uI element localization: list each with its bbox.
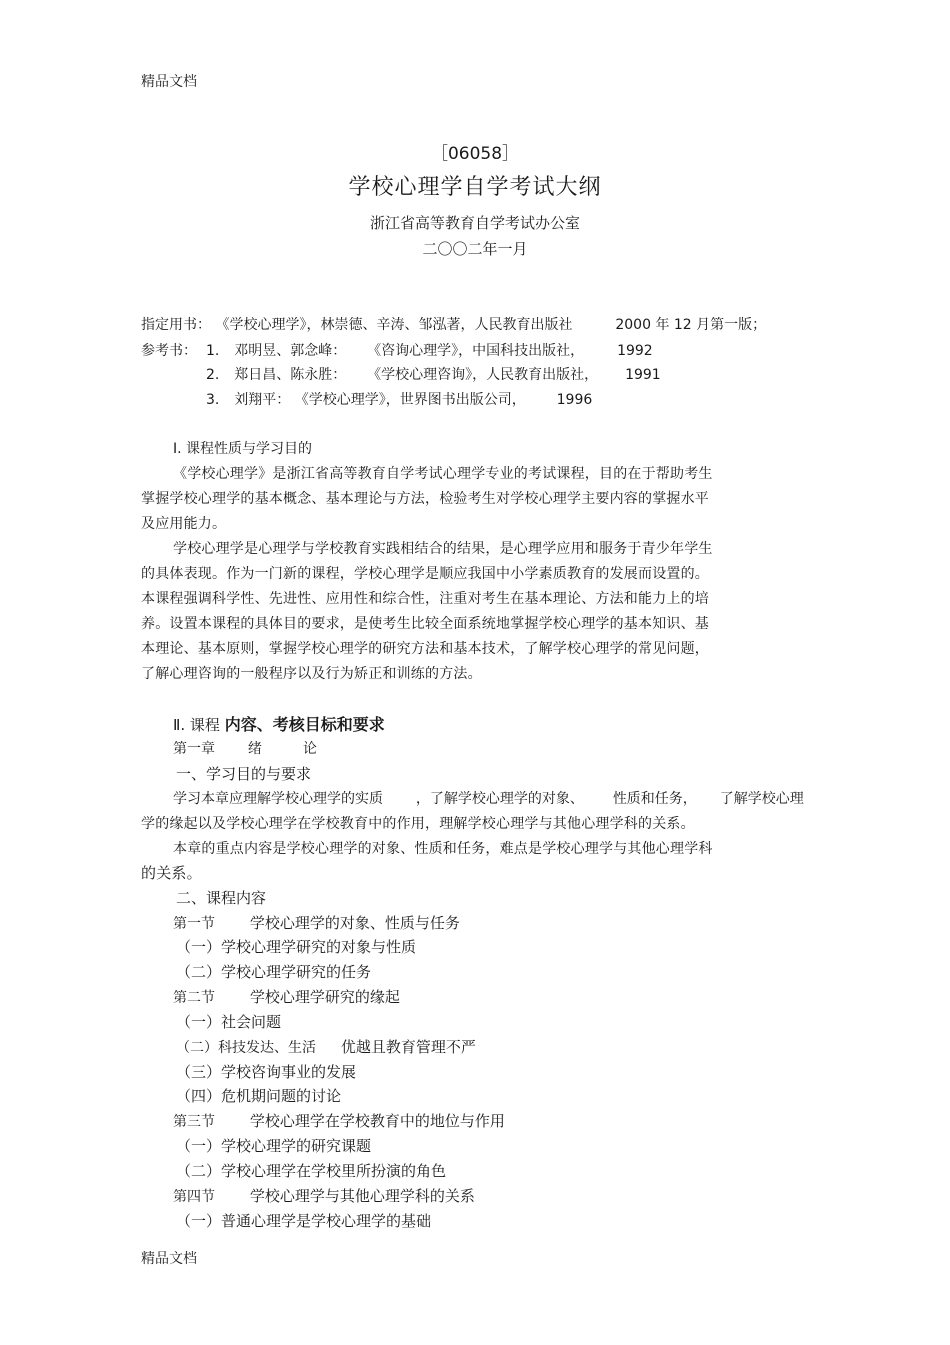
- content-item: （四）危机期问题的讨论: [176, 1087, 342, 1105]
- chapter-label: 第一章: [173, 741, 215, 757]
- content-item: （一）社会问题: [176, 1013, 282, 1031]
- content-item-part: （二）科技发达、生活: [176, 1040, 316, 1056]
- course-code: ［06058］: [430, 144, 520, 164]
- content-item: （一）普通心理学是学校心理学的基础: [176, 1212, 432, 1230]
- goal-line: 学的缘起以及学校心理学在学校教育中的作用，理解学校心理学与其他心理学科的关系。: [141, 816, 695, 832]
- section-title: [173, 912, 460, 933]
- section2-heading-prefix: Ⅱ. 课程: [173, 716, 220, 734]
- page-header: 精品文档: [141, 74, 197, 90]
- ref-num: 1.: [206, 343, 220, 359]
- goal-line: 的关系。: [141, 864, 202, 882]
- section-name: 学校心理学的对象、性质与任务: [249, 914, 460, 932]
- content-item-part: 优越且教育管理不严: [340, 1038, 476, 1056]
- section1-line: 养。设置本课程的具体目的要求，是使考生比较全面系统地掌握学校心理学的基本知识、基: [141, 616, 709, 632]
- goal-text: ，了解学校心理学的对象、: [415, 791, 584, 807]
- ref-year: 1996: [556, 392, 593, 408]
- ref-authors: 邓明昱、郭念峰：: [234, 343, 347, 359]
- chapter-word: 绪: [247, 741, 262, 757]
- designated-book: 《学校心理学》，林崇德、辛涛、邹泓著，人民教育出版社: [215, 317, 573, 333]
- section-label: 第一节: [173, 916, 215, 932]
- issuer: 浙江省高等教育自学考试办公室: [369, 214, 580, 232]
- section1-line: 及应用能力。: [141, 516, 227, 532]
- content-item: （二）学校心理学研究的任务: [176, 963, 372, 981]
- goal-line: 本章的重点内容是学校心理学的对象、性质和任务，难点是学校心理学与其他心理学科: [173, 841, 713, 857]
- goal-text: 性质和任务，: [612, 791, 697, 807]
- goal-text: 了解学校心理: [719, 791, 804, 807]
- section-label: 第四节: [173, 1189, 215, 1205]
- section-title: [173, 1185, 475, 1206]
- section2-heading-rest: 内容、考核目标和要求: [224, 715, 385, 734]
- chapter-word: 论: [302, 741, 317, 757]
- goal-heading: 一、学习目的与要求: [176, 765, 312, 783]
- reference-item: [206, 340, 653, 360]
- content-item: （一）学校心理学研究的对象与性质: [176, 938, 417, 956]
- section-name: 学校心理学在学校教育中的地位与作用: [249, 1112, 505, 1130]
- designated-edition: 2000 年 12 月第一版；: [615, 317, 767, 333]
- designated-book-line: [141, 314, 766, 334]
- reference-item: [206, 364, 661, 384]
- ref-authors: 刘翔平：: [234, 392, 291, 408]
- content-item: （一）学校心理学的研究课题: [176, 1137, 372, 1155]
- goal-line: [173, 788, 804, 808]
- ref-title: 《学校心理咨询》，人民教育出版社，: [367, 367, 599, 383]
- reference-item: [206, 389, 592, 409]
- ref-authors: 郑日昌、陈永胜：: [234, 367, 347, 383]
- page-footer: 精品文档: [141, 1251, 197, 1267]
- ref-year: 1992: [617, 343, 653, 359]
- section-label: 第二节: [173, 990, 215, 1006]
- goal-text: 学习本章应理解学校心理学的实质: [173, 791, 383, 807]
- section2-heading: [173, 712, 385, 735]
- section-label: 第三节: [173, 1114, 215, 1130]
- document-title: 学校心理学自学考试大纲: [348, 175, 602, 200]
- section1-line: 了解心理咨询的一般程序以及行为矫正和训练的方法。: [141, 666, 482, 682]
- ref-title: 《咨询心理学》，中国科技出版社，: [367, 343, 585, 359]
- section1-line: 的具体表现。作为一门新的课程，学校心理学是顺应我国中小学素质教育的发展而设置的。: [141, 566, 709, 582]
- section-title: [173, 986, 400, 1007]
- section-name: 学校心理学与其他心理学科的关系: [249, 1187, 475, 1205]
- ref-title: 《学校心理学》，世界图书出版公司，: [294, 392, 526, 408]
- content-heading: 二、课程内容: [176, 889, 267, 907]
- section1-line: 本理论、基本原则，掌握学校心理学的研究方法和基本技术，了解学校心理学的常见问题，: [141, 641, 709, 657]
- content-item: [176, 1036, 476, 1057]
- section-title: [173, 1110, 505, 1131]
- section1-line: 学校心理学是心理学与学校教育实践相结合的结果，是心理学应用和服务于青少年学生: [173, 541, 713, 557]
- ref-year: 1991: [625, 367, 661, 383]
- chapter-title: [173, 738, 317, 758]
- content-item: （三）学校咨询事业的发展: [176, 1063, 357, 1081]
- content-item: （二）学校心理学在学校里所扮演的角色: [176, 1162, 447, 1180]
- reference-label: 参考书：: [141, 343, 197, 359]
- issue-date: 二〇〇二年一月: [422, 240, 528, 258]
- section1-heading: Ⅰ. 课程性质与学习目的: [173, 441, 313, 457]
- section1-line: 掌握学校心理学的基本概念、基本理论与方法，检验考生对学校心理学主要内容的掌握水平: [141, 491, 709, 507]
- section1-line: 《学校心理学》是浙江省高等教育自学考试心理学专业的考试课程，目的在于帮助考生: [173, 466, 713, 482]
- section-name: 学校心理学研究的缘起: [249, 988, 400, 1006]
- ref-num: 2.: [206, 367, 220, 383]
- designated-label: 指定用书：: [141, 317, 211, 333]
- section1-line: 本课程强调科学性、先进性、应用性和综合性，注重对考生在基本理论、方法和能力上的培: [141, 591, 709, 607]
- ref-num: 3.: [206, 392, 220, 408]
